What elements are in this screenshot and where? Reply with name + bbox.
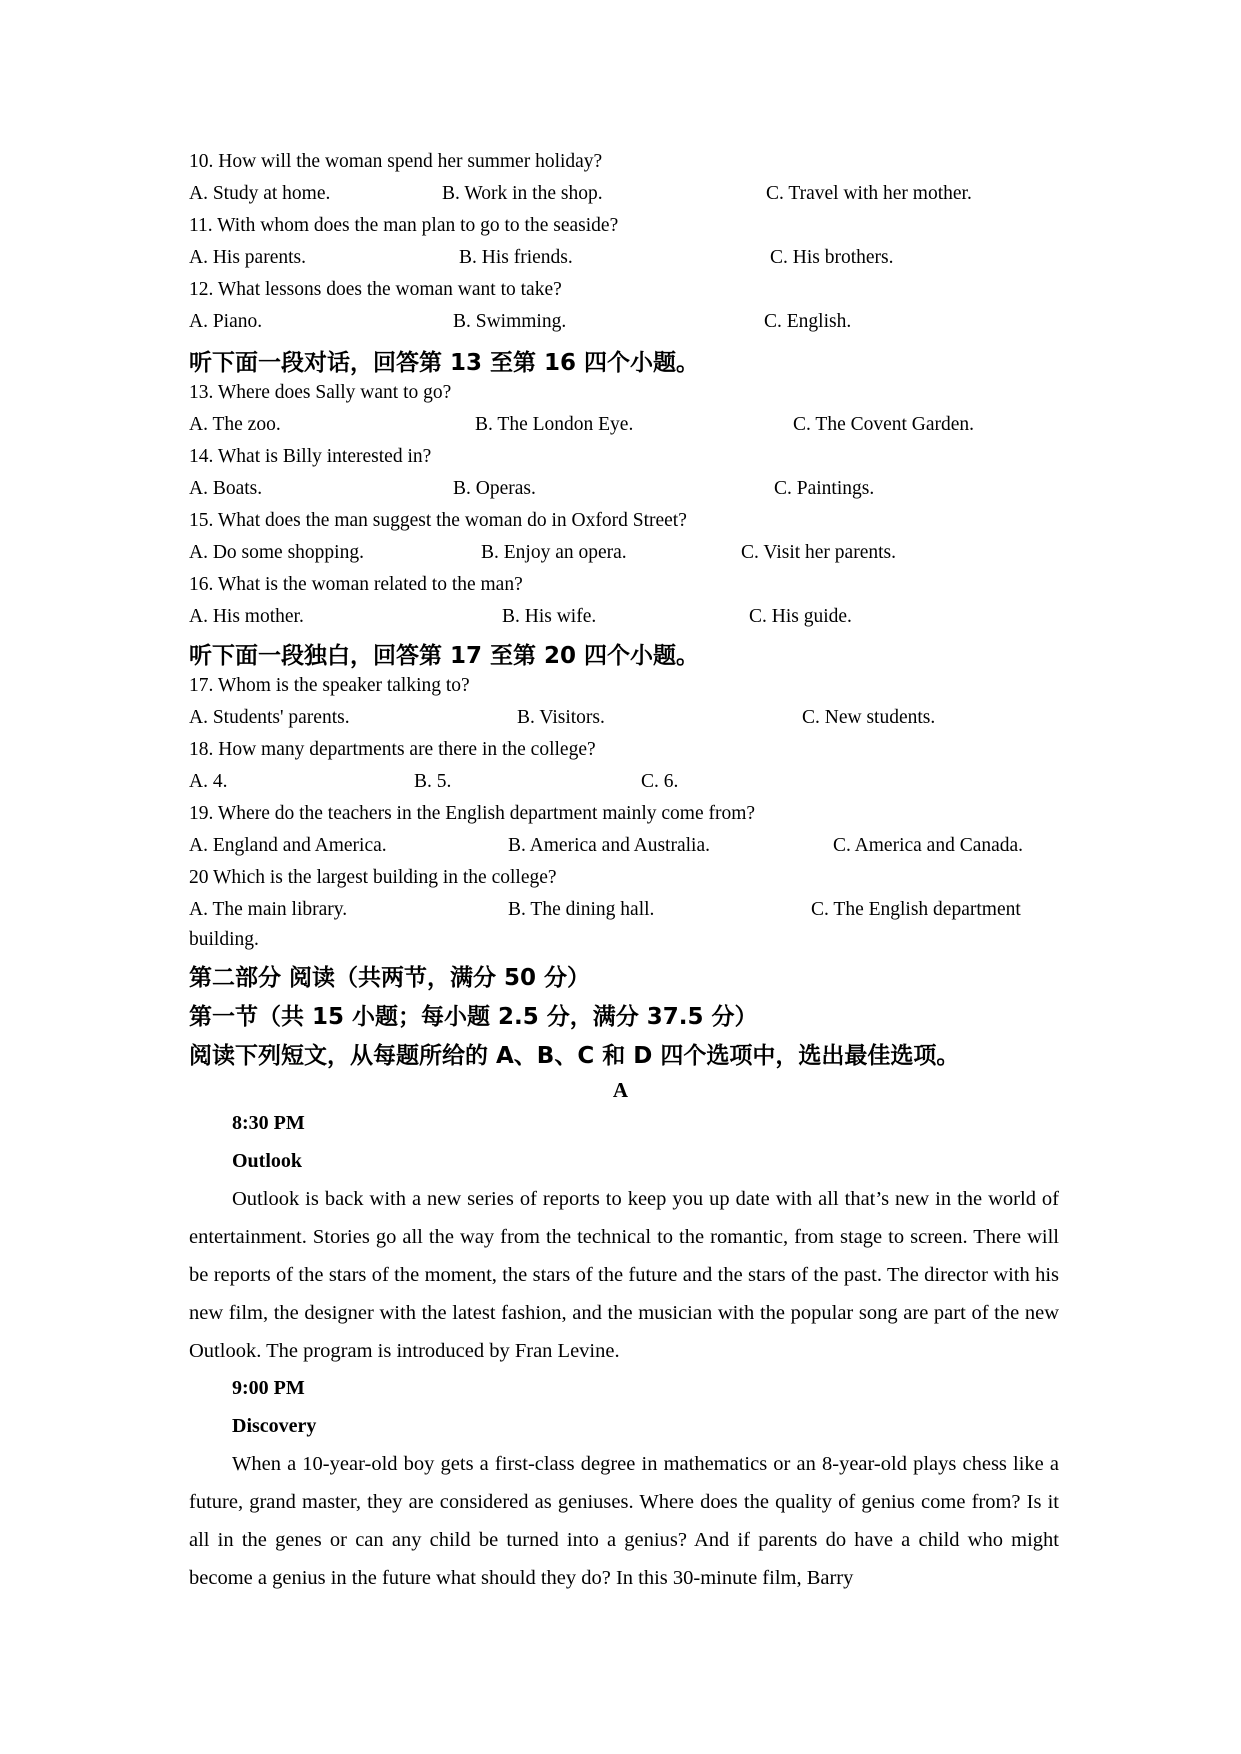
- question-10: [0, 151, 1241, 181]
- question-text: 11. With whom does the man plan to go to the seaside?: [189, 215, 619, 236]
- options-19: [0, 835, 1241, 865]
- option-b: B. Operas.: [453, 478, 536, 499]
- option-c: C. His brothers.: [770, 247, 894, 268]
- options-18: [0, 771, 1241, 801]
- option-b: B. Work in the shop.: [442, 183, 603, 204]
- question-13: [0, 382, 1241, 412]
- options-14: [0, 478, 1241, 508]
- question-20: [0, 867, 1241, 897]
- program-1-time: 8:30 PM: [232, 1112, 305, 1134]
- option-a: A. His parents.: [189, 247, 306, 268]
- options-11: [0, 247, 1241, 277]
- question-19: [0, 803, 1241, 833]
- option-b: B. America and Australia.: [508, 835, 710, 856]
- option-b: B. Enjoy an opera.: [481, 542, 627, 563]
- question-11: [0, 215, 1241, 245]
- passage-label: A: [612, 1078, 629, 1102]
- option-c-continuation: [0, 929, 1241, 959]
- option-c: C. His guide.: [749, 606, 852, 627]
- question-text: 17. Whom is the speaker talking to?: [189, 675, 470, 696]
- question-14: [0, 446, 1241, 476]
- option-c: C. Paintings.: [774, 478, 875, 499]
- options-12: [0, 311, 1241, 341]
- option-a: A. The zoo.: [189, 414, 281, 435]
- program-2-time: 9:00 PM: [232, 1377, 305, 1399]
- heading-monologue-17-20: 听下面一段独白，回答第 17 至第 20 四个小题。: [189, 643, 700, 669]
- heading-dialogue-13-16: 听下面一段对话，回答第 13 至第 16 四个小题。: [189, 350, 700, 376]
- option-a: A. His mother.: [189, 606, 304, 627]
- question-16: [0, 574, 1241, 604]
- options-16: [0, 606, 1241, 636]
- option-b: B. His wife.: [502, 606, 597, 627]
- question-text: 12. What lessons does the woman want to take?: [189, 279, 562, 300]
- option-c: C. The Covent Garden.: [793, 414, 975, 435]
- heading-part-two: 第二部分 阅读（共两节，满分 50 分）: [189, 965, 591, 991]
- option-a: A. The main library.: [189, 899, 348, 920]
- question-text: 18. How many departments are there in the college?: [189, 739, 596, 760]
- option-b: B. His friends.: [459, 247, 573, 268]
- question-text: 10. How will the woman spend her summer holiday?: [189, 151, 603, 172]
- question-12: [0, 279, 1241, 309]
- option-b: B. 5.: [414, 771, 452, 792]
- options-10: [0, 183, 1241, 213]
- option-b: B. The London Eye.: [475, 414, 634, 435]
- program-2-title: Discovery: [232, 1415, 317, 1437]
- option-b: B. Visitors.: [517, 707, 605, 728]
- question-text: 15. What does the man suggest the woman do in Oxford Street?: [189, 510, 687, 531]
- question-17: [0, 675, 1241, 705]
- option-c: C. America and Canada.: [833, 835, 1024, 856]
- options-20: [0, 899, 1241, 929]
- options-17: [0, 707, 1241, 737]
- option-a: A. Students' parents.: [189, 707, 350, 728]
- option-a: A. 4.: [189, 771, 228, 792]
- option-c-cont: building.: [189, 929, 259, 950]
- options-15: [0, 542, 1241, 572]
- option-c: C. Travel with her mother.: [766, 183, 972, 204]
- option-c: C. 6.: [641, 771, 679, 792]
- program-2-description: When a 10-year-old boy gets a first-class degree in mathematics or an 8-year-old plays chess like a future, grand master, they are considered as geniuses. Where does the quality of genius come from? Is it all in the genes or can any child be turned into a genius? And if parents do have a child who might become a genius in the future what should they do? In this 30-minute film, Barry: [189, 1453, 1059, 1589]
- option-c: C. New students.: [802, 707, 936, 728]
- option-a: A. Do some shopping.: [189, 542, 364, 563]
- heading-instruction: 阅读下列短文，从每题所给的 A、B、C 和 D 四个选项中，选出最佳选项。: [189, 1043, 960, 1069]
- question-text: 16. What is the woman related to the man?: [189, 574, 523, 595]
- option-b: B. Swimming.: [453, 311, 567, 332]
- heading-section-one: 第一节（共 15 小题；每小题 2.5 分，满分 37.5 分）: [189, 1004, 758, 1030]
- option-a: A. England and America.: [189, 835, 387, 856]
- option-c: C. English.: [764, 311, 852, 332]
- question-18: [0, 739, 1241, 769]
- option-c: C. Visit her parents.: [741, 542, 896, 563]
- question-text: 13. Where does Sally want to go?: [189, 382, 452, 403]
- question-text: 14. What is Billy interested in?: [189, 446, 432, 467]
- option-a: A. Boats.: [189, 478, 263, 499]
- options-13: [0, 414, 1241, 444]
- question-text: 20 Which is the largest building in the college?: [189, 867, 557, 888]
- option-b: B. The dining hall.: [508, 899, 655, 920]
- question-text: 19. Where do the teachers in the English department mainly come from?: [189, 803, 756, 824]
- option-a: A. Piano.: [189, 311, 263, 332]
- program-1-title: Outlook: [232, 1150, 303, 1172]
- program-1-description: Outlook is back with a new series of reports to keep you up date with all that’s new in the world of entertainment. Stories go all the way from the technical to the romantic, from stage to screen. There will be reports of the stars of the moment, the stars of the future and the stars of the past. The director with his new film, the designer with the latest fashion, and the musician with the popular song are part of the new Outlook. The program is introduced by Fran Levine.: [189, 1188, 1059, 1362]
- question-15: [0, 510, 1241, 540]
- option-a: A. Study at home.: [189, 183, 331, 204]
- option-c: C. The English department: [811, 899, 1021, 920]
